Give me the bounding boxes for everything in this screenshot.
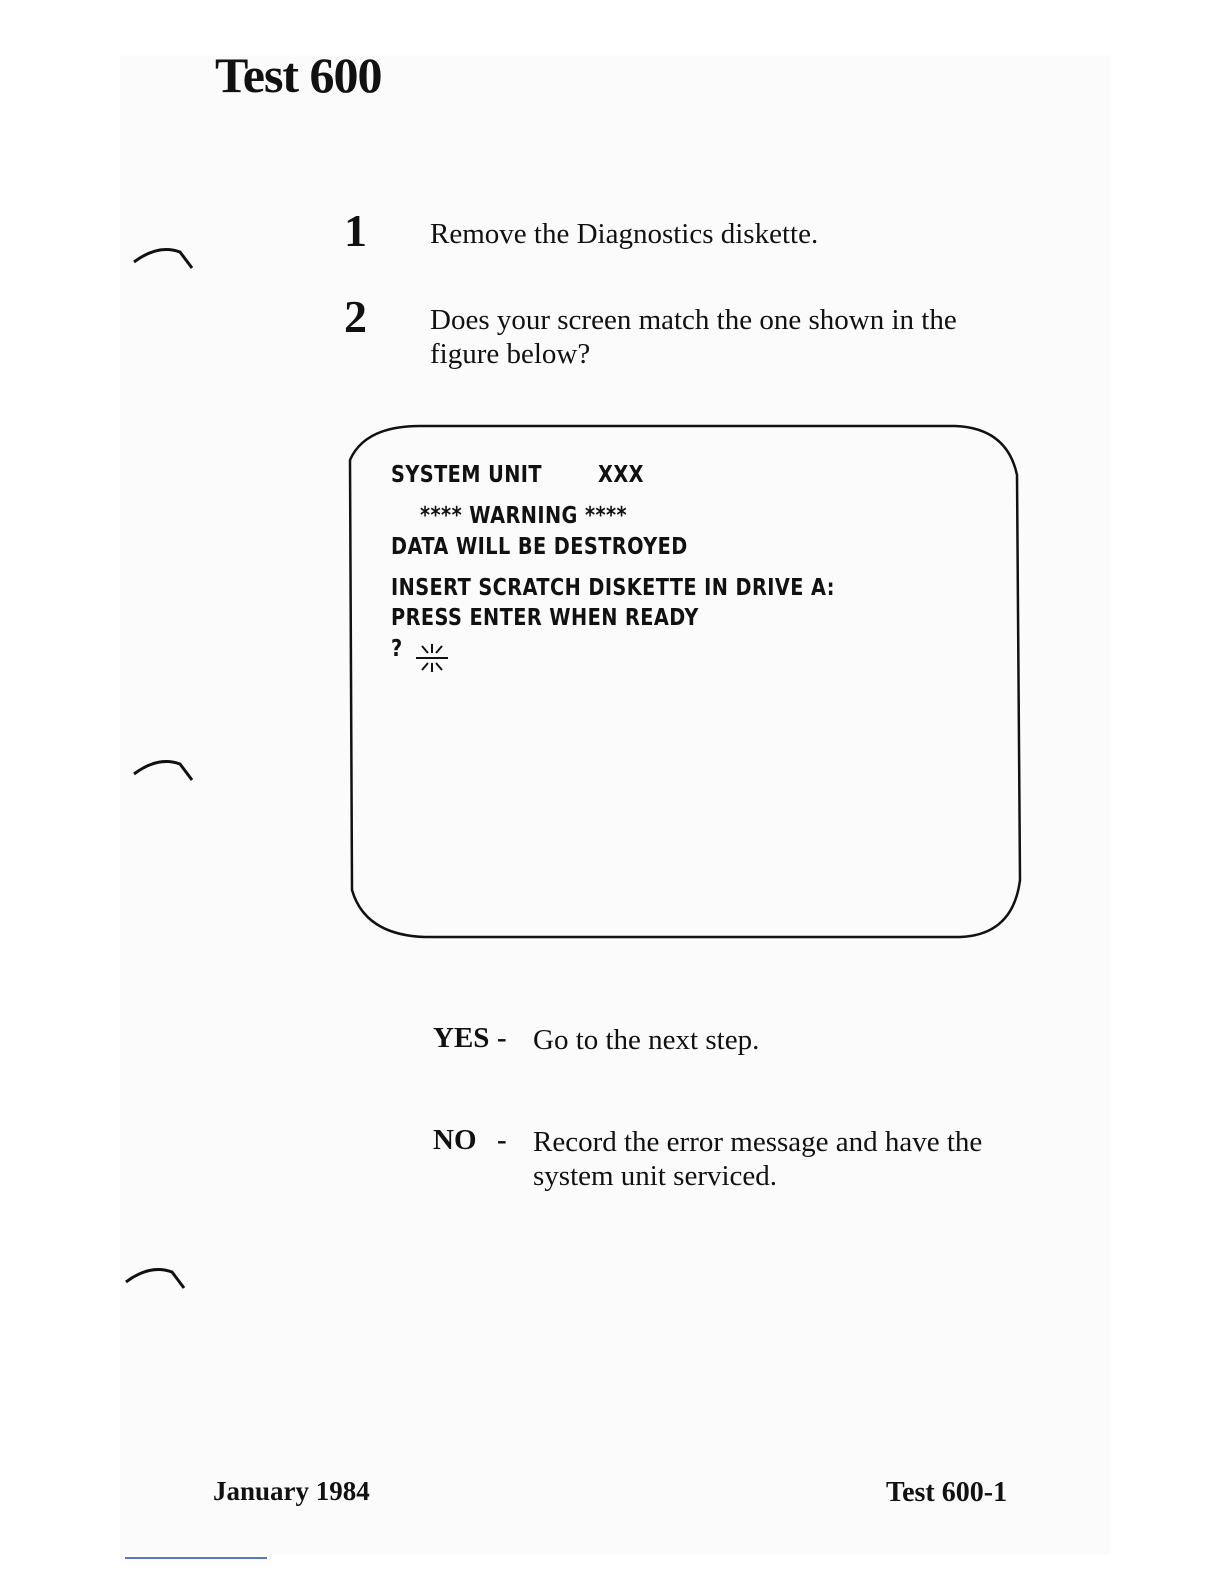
- step-text: Remove the Diagnostics diskette.: [430, 218, 819, 250]
- footer-page-ref: Test 600-1: [886, 1477, 1008, 1508]
- step-number: 2: [344, 291, 367, 342]
- no-label: NO: [433, 1124, 477, 1156]
- blinking-cursor-icon: [412, 640, 452, 676]
- yes-text: Go to the next step.: [533, 1024, 760, 1056]
- screen-line-data-destroyed: DATA WILL BE DESTROYED: [391, 534, 688, 560]
- bottom-edge-rule: [125, 1557, 267, 1559]
- page-title: Test 600: [215, 47, 382, 103]
- screen-prompt: ?: [391, 636, 403, 662]
- yes-label: YES: [433, 1022, 490, 1054]
- step-text: Does your screen match the one shown in the figure below?: [430, 304, 957, 370]
- screen-figure-frame: [345, 420, 1030, 945]
- no-dash: -: [497, 1124, 507, 1156]
- screen-line-insert-diskette: INSERT SCRATCH DISKETTE IN DRIVE A:: [391, 575, 835, 601]
- screen-line-press-enter: PRESS ENTER WHEN READY: [391, 605, 699, 631]
- punch-hole-mark-top: [130, 240, 200, 275]
- screen-line-xxx: XXX: [598, 462, 644, 488]
- screen-line-warning: **** WARNING ****: [420, 503, 628, 529]
- screen-line-system-unit: SYSTEM UNIT: [391, 462, 543, 488]
- footer-date: January 1984: [213, 1476, 370, 1506]
- punch-hole-mark-bottom: [122, 1260, 192, 1295]
- no-text: Record the error message and have the system unit serviced.: [533, 1126, 983, 1192]
- step-number: 1: [344, 205, 367, 256]
- punch-hole-mark-middle: [130, 752, 200, 787]
- yes-dash: -: [497, 1022, 507, 1054]
